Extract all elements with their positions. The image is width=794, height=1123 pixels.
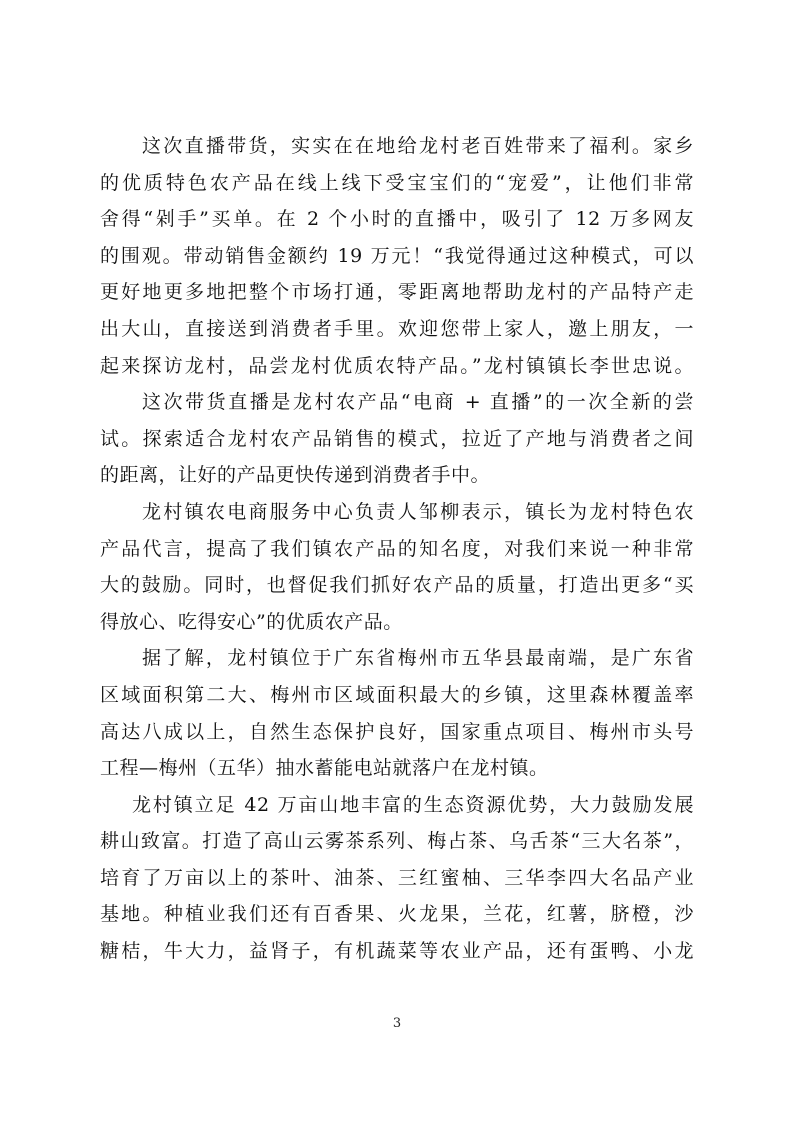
text-line: 得放心、吃得安心”的优质农产品。 xyxy=(100,610,403,633)
text-line: 出大山，直接送到消费者手里。欢迎您带上家人，邀上朋友，一 xyxy=(100,317,694,340)
document-page xyxy=(100,128,694,970)
text-line: 培育了万亩以上的茶叶、油茶、三红蜜柚、三华李四大名品产业 xyxy=(100,866,694,889)
text-line: 这次带货直播是龙村农产品“电商 + 直播”的一次全新的尝 xyxy=(142,391,694,414)
paragraph-4 xyxy=(100,640,694,786)
text-line: 舍得“剁手”买单。在 2 个小时的直播中，吸引了 12 万多网友 xyxy=(100,208,694,231)
text-line: 耕山致富。打造了高山云雾茶系列、梅占茶、乌舌茶“三大名茶”， xyxy=(100,830,694,853)
text-line: 的优质特色农产品在线上线下受宝宝们的“宠爱”，让他们非常 xyxy=(100,171,694,194)
text-line: 这次直播带货，实实在在地给龙村老百姓带来了福利。家乡 xyxy=(142,135,694,157)
text-line: 高达八成以上，自然生态保护良好，国家重点项目、梅州市头号 xyxy=(100,720,694,743)
text-line: 龙村镇农电商服务中心负责人邹柳表示，镇长为龙村特色农 xyxy=(142,500,694,523)
text-line: 的围观。带动销售金额约 19 万元！“我觉得通过这种模式，可以 xyxy=(100,244,694,267)
text-line: 起来探访龙村，品尝龙村优质农特产品。”龙村镇镇长李世忠说。 xyxy=(100,354,694,377)
text-line: 的距离，让好的产品更快传递到消费者手中。 xyxy=(100,464,491,487)
text-line: 产品代言，提高了我们镇农产品的知名度，对我们来说一种非常 xyxy=(100,537,694,560)
paragraph-2 xyxy=(100,384,694,494)
paragraph-5 xyxy=(100,787,694,970)
paragraph-3 xyxy=(100,494,694,640)
text-line: 工程—梅州（五华）抽水蓄能电站就落户在龙村镇。 xyxy=(100,757,549,780)
paragraph-1 xyxy=(100,128,694,384)
text-line: 糖桔，牛大力，益肾子，有机蔬菜等农业产品，还有蛋鸭、小龙 xyxy=(100,940,694,963)
text-line: 基地。种植业我们还有百香果、火龙果，兰花，红薯，脐橙，沙 xyxy=(100,903,694,926)
text-line: 区域面积第二大、梅州市区域面积最大的乡镇，这里森林覆盖率 xyxy=(100,683,694,706)
text-line: 更好地更多地把整个市场打通，零距离地帮助龙村的产品特产走 xyxy=(100,281,694,304)
page-number: 3 xyxy=(392,1016,402,1031)
text-line: 据了解，龙村镇位于广东省梅州市五华县最南端，是广东省 xyxy=(142,647,694,670)
text-line: 大的鼓励。同时，也督促我们抓好农产品的质量，打造出更多“买 xyxy=(100,574,694,597)
text-line: 试。探索适合龙村农产品销售的模式，拉近了产地与消费者之间 xyxy=(100,427,694,450)
text-line: 龙村镇立足 42 万亩山地丰富的生态资源优势，大力鼓励发展 xyxy=(132,793,694,816)
